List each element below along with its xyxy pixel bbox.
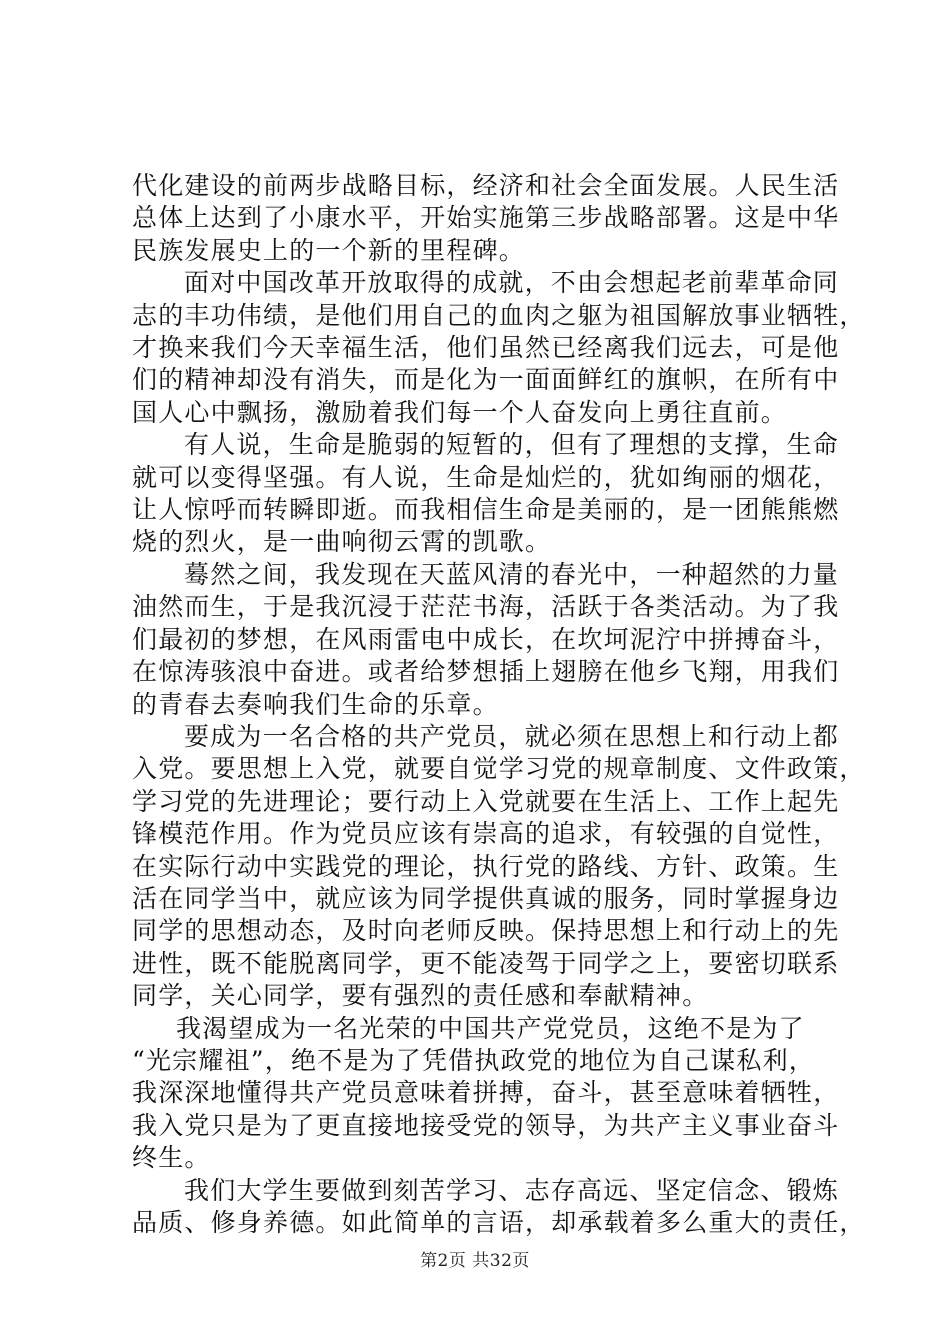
- text-line: 活在同学当中，就应该为同学提供真诚的服务，同时掌握身边: [132, 883, 840, 913]
- text-line: 才换来我们今天幸福生活，他们虽然已经离我们远去，可是他: [132, 333, 840, 363]
- paragraph: [132, 429, 840, 559]
- text-line: 代化建设的前两步战略目标，经济和社会全面发展。人民生活: [132, 171, 840, 200]
- text-line: “光宗耀祖”，绝不是为了凭借执政党的地位为自己谋私利，: [132, 1045, 815, 1075]
- text-line: 我入党只是为了更直接地接受党的领导，为共产主义事业奋斗: [132, 1110, 840, 1140]
- text-line: 就可以变得坚强。有人说，生命是灿烂的，犹如绚丽的烟花，: [132, 462, 840, 492]
- text-line: 要成为一名合格的共产党员，就必须在思想上和行动上都: [184, 721, 840, 751]
- text-line: 们的精神却没有消失，而是化为一面面鲜红的旗帜，在所有中: [132, 365, 840, 395]
- text-line: 总体上达到了小康水平，开始实施第三步战略部署。这是中华: [132, 203, 840, 233]
- text-line: 入党。要思想上入党，就要自觉学习党的规章制度、文件政策，: [132, 754, 866, 784]
- text-line: 我渴望成为一名光荣的中国共产党党员，这绝不是为了: [176, 1013, 805, 1043]
- paragraph: [132, 1175, 866, 1240]
- text-line: 我深深地懂得共产党员意味着拼搏，奋斗，甚至意味着牺牲，: [132, 1078, 840, 1108]
- text-line: 同学，关心同学，要有强烈的责任感和奉献精神。: [132, 981, 709, 1011]
- text-line: 终生。: [132, 1143, 211, 1173]
- text-line: 烧的烈火，是一曲响彻云霄的凯歌。: [132, 527, 552, 557]
- text-line: 国人心中飘扬，激励着我们每一个人奋发向上勇往直前。: [132, 397, 788, 427]
- text-line: 学习党的先进理论；要行动上入党就要在生活上、工作上起先: [132, 786, 840, 816]
- paragraph: [132, 267, 866, 429]
- text-line: 品质、修身养德。如此简单的言语，却承载着多么重大的责任，: [132, 1208, 866, 1237]
- text-line: 有人说，生命是脆弱的短暂的，但有了理想的支撑，生命: [184, 430, 840, 460]
- paragraph: [132, 170, 840, 267]
- paragraph: [132, 559, 840, 721]
- paragraph: [132, 721, 866, 1013]
- document-body: [132, 170, 866, 1239]
- text-line: 油然而生，于是我沉浸于茫茫书海，活跃于各类活动。为了我: [132, 592, 840, 622]
- text-line: 我们大学生要做到刻苦学习、志存高远、坚定信念、锻炼: [184, 1175, 840, 1205]
- text-line: 民族发展史上的一个新的里程碑。: [132, 235, 526, 265]
- paragraph: [132, 1013, 840, 1175]
- text-line: 锋模范作用。作为党员应该有崇高的追求，有较强的自觉性，: [132, 819, 840, 849]
- text-line: 在实际行动中实践党的理论，执行党的路线、方针、政策。生: [132, 851, 840, 881]
- text-line: 让人惊呼而转瞬即逝。而我相信生命是美丽的，是一团熊熊燃: [132, 495, 840, 525]
- text-line: 在惊涛骇浪中奋进。或者给梦想插上翅膀在他乡飞翔，用我们: [132, 657, 840, 687]
- text-line: 的青春去奏响我们生命的乐章。: [132, 689, 499, 719]
- text-line: 进性，既不能脱离同学，更不能凌驾于同学之上，要密切联系: [132, 948, 840, 978]
- text-line: 同学的思想动态，及时向老师反映。保持思想上和行动上的先: [132, 916, 840, 946]
- text-line: 们最初的梦想，在风雨雷电中成长，在坎坷泥泞中拼搏奋斗，: [132, 624, 840, 654]
- page-number-footer: 第2页 共32页: [420, 1251, 530, 1271]
- text-line: 蓦然之间，我发现在天蓝风清的春光中，一种超然的力量: [184, 559, 840, 589]
- text-line: 志的丰功伟绩，是他们用自己的血肉之躯为祖国解放事业牺牲，: [132, 300, 866, 330]
- text-line: 面对中国改革开放取得的成就，不由会想起老前辈革命同: [184, 268, 840, 298]
